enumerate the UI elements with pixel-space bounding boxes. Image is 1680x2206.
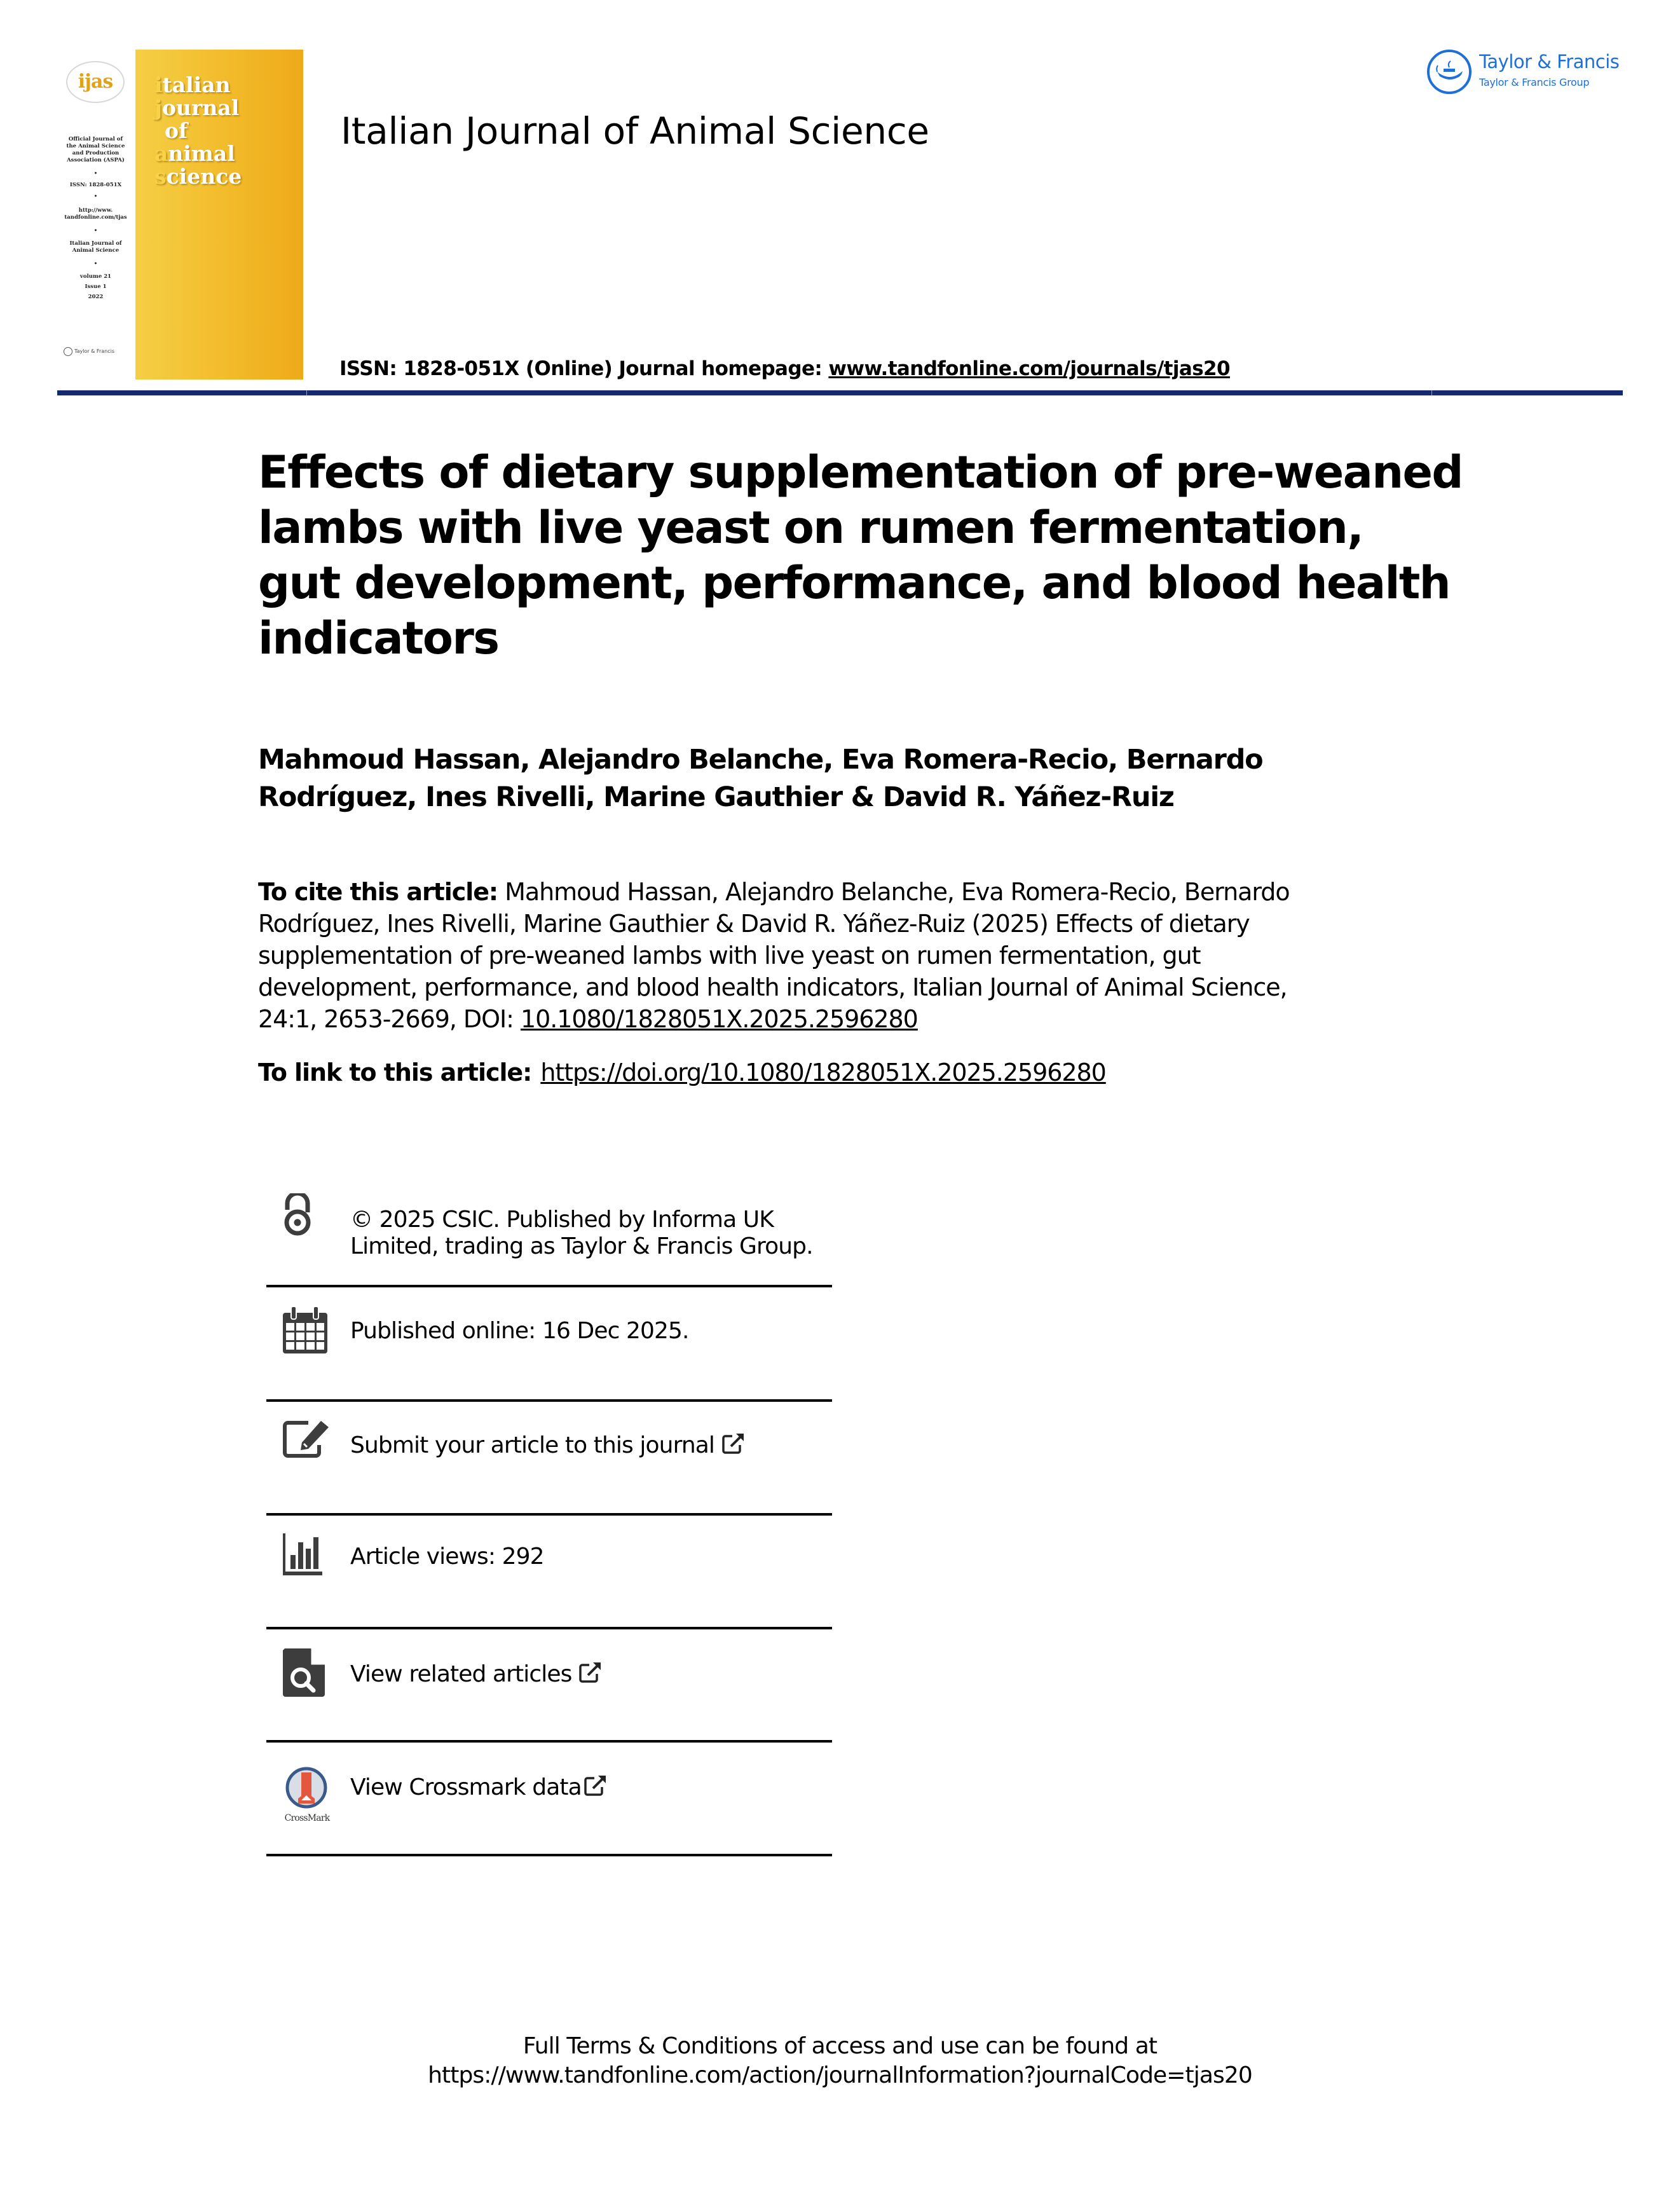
document-search-icon [283,1648,325,1697]
cover-publisher-logo: Taylor & Francis [64,347,114,356]
issn-line [339,357,1230,380]
info-item-related[interactable] [266,1629,832,1740]
published-date: Published online: 16 Dec 2025. [350,1318,689,1344]
ijas-logo: ijas [66,61,125,103]
issn-text: ISSN: 1828-051X (Online) Journal homepage: [339,357,829,380]
rule-divider [306,390,307,395]
doi-link[interactable]: 10.1080/1828051X.2025.2596280 [520,1005,918,1033]
cover-text: Issue 1 [85,284,107,290]
tf-small-icon [64,347,72,356]
cover-title: italian journal of animal science [154,72,242,189]
tf-lamp-icon [1427,50,1472,94]
edit-icon [283,1420,330,1458]
external-link-icon [579,1661,602,1683]
cover-text: Italian Journal of [69,240,122,247]
divider [266,1854,832,1856]
bar-chart-icon [283,1533,322,1575]
journal-cover-image [56,50,303,380]
article-link-line [258,1057,1106,1088]
cover-text: Animal Science [72,247,120,254]
cover-text: Official Journal of [68,136,123,142]
info-item-crossmark[interactable] [266,1743,832,1854]
rule-divider [1431,390,1432,395]
crossmark-caption: CrossMark [284,1813,330,1823]
external-link-icon [584,1774,607,1796]
taylor-francis-logo [1427,48,1624,95]
terms-footer [0,2032,1680,2090]
license-text: © 2025 CSIC. Published by Informa UK Limited, trading as Taylor & Francis Group. [350,1207,813,1259]
cover-title-panel [135,50,303,380]
citation-block: To cite this article: Mahmoud Hassan, Alejandro Belanche, Eva Romera-Recio, Bernardo Rodríguez, Ines Rivelli, Marine Gauthier & David R. Yáñez-Ruiz (2025) Effects of dietary supplementation of pre-weaned lambs with live yeast on rumen fermentation, gut development, performance, and blood health indicators, Italian Journal of Animal Science, 24:1, 2653-2669, DOI: 10.1080/1828051X.2025.2596280 [258,878,1290,1033]
submit-article-link[interactable]: Submit your article to this journal [350,1432,715,1458]
publisher-group: Taylor & Francis Group [1479,76,1590,88]
cover-text: 2022 [88,294,104,300]
authors: Mahmoud Hassan, Alejandro Belanche, Eva Romera-Recio, Bernardo Rodríguez, Ines Rivelli, Marine Gauthier & David R. Yáñez-Ruiz [258,744,1263,813]
cover-text: and Production [72,150,120,156]
article-views: Article views: 292 [350,1544,544,1570]
cover-text: volume 21 [79,273,112,280]
info-item-published [266,1287,832,1399]
related-articles-link[interactable]: View related articles [350,1661,572,1687]
cover-side-panel [56,50,135,380]
crossmark-link[interactable]: View Crossmark data [350,1774,582,1800]
cover-text: • [93,193,98,200]
cite-label: To cite this article: [258,878,498,906]
link-label: To link to this article: [258,1058,532,1086]
cover-text: ISSN: 1828-051X [69,182,122,188]
cover-text: http://www. [78,207,113,214]
header-rule [57,390,1623,395]
cover-text: Association (ASPA) [67,157,125,163]
info-item-license [266,1182,832,1284]
article-title: Effects of dietary supplementation of pre-weaned lambs with live yeast on rumen fermentation, gut development, performance, and blood health indicators [258,446,1463,664]
calendar-icon [283,1306,327,1353]
publisher-name: Taylor & Francis [1479,51,1620,72]
crossmark-icon [282,1767,332,1823]
cover-text: • [93,261,98,267]
cover-text: the Animal Science [66,143,125,149]
article-doi-url[interactable]: https://doi.org/10.1080/1828051X.2025.2596280 [540,1058,1106,1086]
terms-url[interactable]: https://www.tandfonline.com/action/journalInformation?journalCode=tjas20 [428,2062,1252,2088]
open-access-icon [283,1193,312,1237]
journal-name: Italian Journal of Animal Science [341,109,929,153]
info-item-views [266,1516,832,1627]
cover-text: • [93,228,98,234]
journal-homepage-link[interactable]: www.tandfonline.com/journals/tjas20 [828,357,1230,380]
terms-text: Full Terms & Conditions of access and use can be found at [522,2033,1158,2059]
cover-text: tandfonline.com/tjas [64,214,127,221]
external-link-icon [722,1432,745,1454]
cover-text: • [93,170,98,177]
info-item-submit[interactable] [266,1402,832,1513]
